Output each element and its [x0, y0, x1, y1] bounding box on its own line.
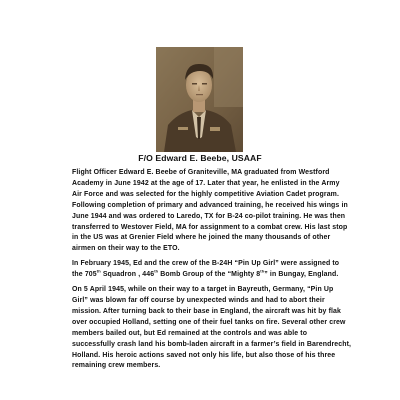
paragraph-line — [72, 268, 339, 281]
paragraph-line: over occupied Holland, setting one of their fuel tanks on fire. Several other crew — [72, 318, 346, 326]
paragraph-line: remaining crew members. — [72, 362, 161, 370]
paragraph-line: mission. After turning back to their base in England, the aircraft was hit by flak — [72, 307, 342, 315]
text-run: ” in Bungay, England. — [264, 271, 339, 279]
paragraph-3 — [72, 285, 352, 372]
paragraph-line: Following completion of primary and advanced training, he received his wings in — [72, 201, 348, 209]
paragraph-line: Flight Officer Edward E. Beebe of Graniteville, MA graduated from Westford — [72, 169, 330, 176]
biography-body — [72, 168, 352, 376]
paragraph-line: June 1944 and was ordered to Laredo, TX for B-24 co-pilot training. He was then — [72, 212, 346, 220]
paragraph-line: Girl” was blown far off course by unexpected winds and had to abort their — [72, 296, 325, 304]
paragraph-line: Holland. His heroic actions saved not only his life, but also those of his three — [72, 351, 336, 359]
paragraph-line: Air Force and was selected for the highly competitive Aviation Cadet program. — [72, 190, 340, 198]
paragraph-line: members bailed out, but Ed remained at the controls and was able to — [72, 329, 308, 337]
page-title: F/O Edward E. Beebe, USAAF — [138, 153, 262, 163]
paragraph-line: transferred to Westover Field, MA for assignment to a combat crew. His last stop — [72, 223, 348, 231]
paragraph-line: Academy in June 1942 at the age of 17. Later that year, he enlisted in the Army — [72, 179, 340, 187]
paragraph-line: In February 1945, Ed and the crew of the B-24H “Pin Up Girl” were assigned to — [72, 260, 340, 268]
paragraph-line: in the US was at Grenier Field where he joined the many thousands of other — [72, 234, 331, 242]
ordinal-suffix: th — [154, 268, 159, 274]
paragraph-1 — [72, 168, 348, 255]
text-run: Squadron , 446 — [100, 271, 155, 279]
portrait-photo — [156, 47, 243, 152]
paragraph-line: On 5 April 1945, while on their way to a target in Bayreuth, Germany, “Pin Up — [72, 286, 334, 294]
ordinal-suffix: th — [96, 268, 101, 274]
text-run: Bomb Group of the “Mighty 8 — [158, 271, 261, 279]
text-run: the 705 — [72, 271, 97, 279]
paragraph-line: successfully crash land his bomb-laden aircraft in a farmer’s field in Barendrecht, — [72, 340, 352, 348]
paragraph-2 — [72, 259, 340, 281]
paragraph-line: airmen on their way to the ETO. — [72, 245, 180, 253]
ordinal-suffix: th — [260, 268, 265, 274]
portrait-photo-icon — [156, 47, 243, 152]
